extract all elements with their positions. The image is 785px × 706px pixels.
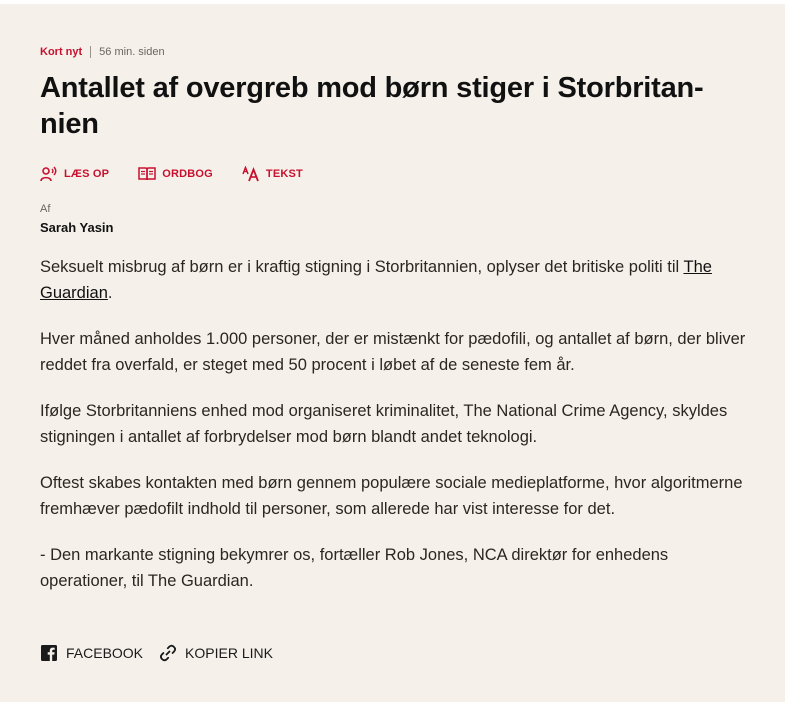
article-card (0, 4, 785, 702)
copy-link-label: KOPIER LINK (185, 645, 273, 661)
byline-prefix: Af (40, 203, 51, 215)
guardian-link[interactable]: The Guardian (40, 258, 712, 302)
paragraph-4: Oftest skabes kontakten med børn gennem populære sociale medieplatforme, hvor algoritmerne fremhæver pædofilt indhold til personer, som allerede har vist interesse for det. (40, 474, 743, 518)
paragraph-1-text: Seksuelt misbrug af børn er i kraftig stigning i Storbritannien, oplyser det britiske politi til (40, 258, 684, 276)
link-icon (159, 644, 177, 662)
byline (40, 203, 113, 237)
paragraph-1-end: . (107, 284, 113, 302)
dictionary-button[interactable] (138, 167, 213, 181)
text-size-icon (242, 166, 260, 182)
paragraph-3: Ifølge Storbritanniens enhed mod organiseret kriminalitet, The National Crime Agency, skyldes stigningen i antallet af forbrydelser mod børn blandt andet teknologi. (40, 402, 728, 446)
category-tag[interactable]: Kort nyt (40, 46, 83, 58)
meta-divider (90, 46, 91, 58)
text-size-button[interactable] (242, 166, 303, 182)
read-aloud-icon (40, 166, 58, 182)
article-meta (40, 45, 165, 59)
paragraph-1 (40, 254, 750, 306)
article-body (40, 254, 750, 614)
share-bar (40, 644, 289, 662)
timestamp: 56 min. siden (99, 46, 165, 58)
paragraph-5: - Den markante stigning bekymrer os, fortæller Rob Jones, NCA direktør for enhedens operationer, til The Guardian. (40, 546, 669, 590)
author-name[interactable]: Sarah Yasin (40, 220, 114, 235)
facebook-icon (40, 644, 58, 662)
dictionary-icon (138, 167, 156, 181)
dictionary-label: ORDBOG (162, 168, 213, 180)
copy-link-button[interactable] (159, 644, 273, 662)
facebook-label: FACEBOOK (66, 645, 144, 661)
read-aloud-label: LÆS OP (64, 168, 110, 180)
paragraph-2: Hver måned anholdes 1.000 personer, der er mistænkt for pædofili, og antallet af børn, der bliver reddet fra overfald, er steget med 50 procent i løbet af de seneste fem år. (40, 330, 746, 374)
article-tools (40, 166, 332, 182)
text-size-label: TEKST (265, 168, 303, 180)
read-aloud-button[interactable] (40, 166, 109, 182)
headline: Antallet af overgreb mod børn stiger i Storbritan-nien (40, 72, 704, 140)
facebook-share-button[interactable] (40, 644, 143, 662)
